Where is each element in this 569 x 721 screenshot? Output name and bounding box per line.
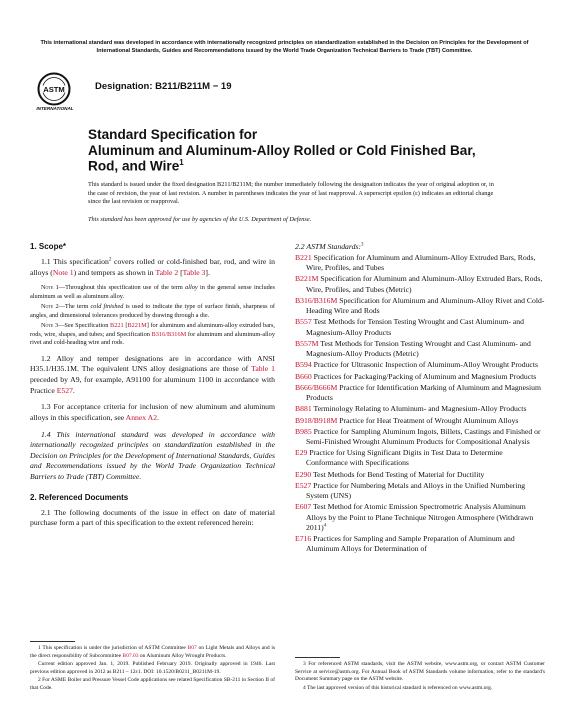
reference-code-link[interactable]: E716 — [295, 534, 312, 544]
referenced-documents-heading: 2. Referenced Documents — [30, 492, 129, 502]
text: . — [157, 412, 159, 422]
e527-link[interactable]: E527 — [56, 385, 73, 395]
footnotes-right — [295, 661, 545, 693]
b07-03-link[interactable]: B07.03 — [122, 652, 139, 659]
reference-code-link[interactable]: B221 — [295, 253, 312, 262]
reference-item — [295, 416, 545, 426]
reference-code-link[interactable]: E29 — [295, 448, 308, 458]
reference-code-link[interactable]: B985 — [295, 426, 312, 436]
designation: Designation: B211/B211M − 19 — [95, 81, 232, 92]
text: 1.2 Alloy and temper designations are in accordance with ANSI H35.1/H35.1M. The equivalent UNS alloy designations are those of — [30, 353, 275, 374]
reference-title: Practice for Heat Treatment of Wrought Aluminum Alloys — [337, 415, 519, 425]
astm-logo — [36, 72, 72, 110]
paragraph-1-3 — [30, 402, 275, 423]
reference-title: Test Method for Atomic Emission Spectrometric Analysis Aluminum Alloys by the Point to Plane Technique Nitrogen Atmosphere (Withdrawn 2011) — [306, 502, 534, 532]
scope-heading: 1. Scope* — [30, 242, 67, 251]
reference-title: Practice for Ultrasonic Inspection of Aluminum-Alloy Wrought Products — [311, 360, 538, 370]
b07-link[interactable]: B07 — [187, 645, 197, 651]
tbt-notice: This international standard was developed in accordance with internationally recognized principles on standardization established in the Decision on Principles for the Development of International Standards, Guides and Recommendations issued by the World Trade Organization Technical Barriers to Trade (TBT) Committee. — [40, 40, 529, 54]
paragraph-2-1: 2.1 The following documents of the issue in effect on date of material purchase form a part of this specification to the extent referenced herein: — [30, 507, 275, 528]
reference-code-link[interactable]: B666/B666M — [295, 382, 338, 392]
text: —Throughout this specification use of the term — [58, 284, 186, 292]
reference-item — [295, 372, 545, 382]
text: for aluminum and aluminum-alloy rivet and cold-heading wire and rods. — [30, 330, 275, 347]
text: 1.1 This specification — [41, 257, 109, 266]
text: covers rolled or cold-finished bar, rod, and wire in alloys ( — [30, 257, 275, 277]
note-label: Note 3 — [41, 322, 59, 330]
reference-code-link[interactable]: B881 — [295, 404, 312, 414]
text: [ — [178, 267, 183, 277]
paragraph-1-1 — [30, 257, 275, 278]
reference-item — [295, 317, 545, 337]
text: . — [72, 385, 75, 395]
text: ]. — [205, 267, 210, 277]
footnote-4: 4 The last approved version of this historical standard is referenced on www.astm.org. — [303, 684, 493, 691]
paragraph-1-4: 1.4 This international standard was developed in accordance with internationally recognized principles on standardization established in the Decision on Principles for the Development of International Standards, Guides and Recommendations issued by the World Trade Organization Technical Barriers to Trade (TBT) Committee. — [30, 429, 275, 481]
reference-item — [295, 360, 545, 370]
reference-item — [295, 470, 545, 480]
text: 1 This specification is under the jurisdiction of ASTM Committee — [38, 645, 188, 651]
reference-item — [295, 383, 545, 403]
right-column — [295, 242, 545, 556]
reference-item — [295, 339, 545, 359]
table-1-link[interactable]: Table 1 — [251, 364, 276, 374]
table-3-link[interactable]: Table 3 — [182, 267, 206, 277]
text: preceded by A9, for example, A91100 for aluminum 1100 in accordance with Practice — [30, 375, 275, 395]
reference-title: Specification for Aluminum and Aluminum-Alloy Extruded Bars, Rods, Wire, Profiles, and Tubes — [306, 253, 536, 273]
text: 2.2 ASTM Standards: — [295, 242, 361, 251]
text: is used to indicate the type of surface finish, sharpness of angles, and dimensional tolerances produced by drawing through a die. — [30, 303, 276, 319]
reference-title: Practice for Numbering Metals and Alloys in the Unified Numbering System (UNS) — [306, 480, 526, 501]
footnote-3: 3 For referenced ASTM standards, visit the ASTM website, www.astm.org, or contact ASTM Customer Service at service@astm.org. For Annual Book of ASTM Standards volume information, refer to the standard's Document Summary page on the ASTM website. — [295, 661, 545, 683]
reference-code-link[interactable]: B221M — [295, 274, 319, 284]
text: on Aluminum Alloy Wrought Products. — [138, 652, 227, 659]
reference-item — [295, 404, 545, 414]
reference-item — [295, 274, 545, 294]
reference-item — [295, 296, 545, 316]
text: cold finished — [90, 303, 124, 311]
note-3 — [30, 322, 275, 348]
text: ] for aluminum and aluminum-alloy extruded bars, rods, wire, shapes, and tubes; and Specification — [30, 322, 275, 338]
reference-title: Specification for Aluminum and Aluminum-Alloy Rivet and Cold-Heading Wire and Rods — [306, 295, 545, 316]
text: ) and tempers as shown in — [73, 267, 156, 277]
reference-title: Terminology Relating to Aluminum- and Magnesium-Alloy Products — [311, 404, 527, 414]
reference-item — [295, 534, 545, 554]
reference-title: Test Methods for Tension Testing Wrought and Cast Aluminum- and Magnesium-Alloy Products — [306, 317, 524, 337]
reference-item — [295, 253, 545, 273]
b221m-link[interactable]: B221M — [127, 322, 147, 330]
astm-logo-icon — [36, 72, 72, 110]
note-label: Note 1 — [41, 284, 59, 292]
footnote-ref[interactable]: 2 — [108, 257, 112, 263]
reference-code-link[interactable]: B660 — [295, 371, 312, 381]
b221-link[interactable]: B221 — [110, 322, 124, 330]
text: on Light Metals and Alloys and is the direct responsibility of Subcommittee — [30, 645, 275, 659]
annex-a2-link[interactable]: Annex A2 — [125, 412, 158, 422]
note-2 — [30, 303, 275, 320]
document-title — [88, 127, 508, 174]
text: [ — [123, 322, 128, 330]
reference-item — [295, 448, 545, 468]
footnote-rule — [295, 657, 340, 658]
footnote-ref[interactable]: 4 — [323, 523, 327, 529]
title-footnote-mark: 1 — [179, 158, 184, 168]
reference-code-link[interactable]: B316/B316M — [295, 295, 338, 305]
title-line-1: Standard Specification for — [88, 127, 258, 142]
reference-list — [295, 253, 545, 555]
footnotes-left — [30, 645, 275, 693]
footnote-2: 2 For ASME Boiler and Pressure Vessel Code applications see related Specification SB-211 in Section II of that Code. — [30, 677, 275, 691]
reference-title: Practice for Sampling Aluminum Ingots, Billets, Castings and Finished or Semi-Finished Wrought Aluminum Products for Compositional Analysis — [306, 426, 541, 446]
reference-title: Practices for Sampling and Sample Preparation of Aluminum and Aluminum Alloys for Determination of — [306, 534, 515, 554]
reference-code-link[interactable]: B918/B918M — [295, 415, 338, 425]
reference-title: Specification for Aluminum and Aluminum-Alloy Extruded Bars, Rods, Wire, Profiles, and Tubes (Metric) — [306, 274, 543, 294]
logo-caption: INTERNATIONAL — [36, 106, 74, 111]
text: —The term — [58, 303, 91, 311]
text: 1.3 For acceptance criteria for inclusion of new aluminum and aluminum alloys in this specification, see — [30, 402, 275, 422]
reference-title: Test Methods for Bend Testing of Material for Ductility — [311, 469, 485, 479]
reference-title: Practice for Identification Marking of Aluminum and Magnesium Products — [306, 382, 541, 403]
reference-title: Practices for Packaging/Packing of Aluminum and Magnesium Products — [311, 371, 537, 381]
reference-code-link[interactable]: E290 — [295, 469, 312, 479]
note-label: Note 2 — [41, 303, 59, 311]
note-1-link[interactable]: Note 1 — [52, 267, 74, 277]
table-2-link[interactable]: Table 2 — [155, 267, 179, 277]
astm-standards-heading — [295, 242, 545, 251]
paragraph-1-2 — [30, 354, 275, 397]
logo-letters: ASTM — [43, 84, 65, 94]
b316-link[interactable]: B316/B316M — [151, 330, 187, 338]
left-column — [30, 242, 275, 535]
reference-item — [295, 502, 545, 533]
reference-code-link[interactable]: B557 — [295, 317, 312, 327]
footnote-1 — [30, 645, 275, 660]
issued-note: This standard is issued under the fixed designation B211/B211M; the number immediately following the designation indicates the year of original adoption or, in the case of revision, the year of last revision. A number in parentheses indicates the year of last reapproval. A superscript epsilon (ε) indicates an editorial change since the last revision or reapproval. — [88, 181, 494, 205]
dod-approval-note: This standard has been approved for use by agencies of the U.S. Department of Defense. — [88, 216, 312, 223]
reference-title: Practice for Using Significant Digits in Test Data to Determine Conformance with Specifications — [306, 448, 503, 468]
reference-title: Test Methods for Tension Testing Wrought and Cast Aluminum- and Magnesium-Alloy Products (Metric) — [306, 338, 531, 359]
reference-code-link[interactable]: B594 — [295, 360, 312, 370]
title-main: Aluminum and Aluminum-Alloy Rolled or Cold Finished Bar, Rod, and Wire — [88, 142, 476, 174]
text: alloy — [185, 284, 198, 292]
reference-code-link[interactable]: E607 — [295, 502, 312, 512]
reference-code-link[interactable]: B557M — [295, 338, 319, 348]
reference-item — [295, 481, 545, 501]
text: —See Specification — [58, 322, 111, 330]
text: in the general sense includes aluminum as well as aluminum alloy. — [30, 284, 275, 300]
reference-item — [295, 427, 545, 447]
footnote-ref[interactable]: 3 — [361, 242, 364, 248]
footnote-rule — [30, 641, 75, 642]
footnote-1-edition: Current edition approved Jan. 1, 2019. Published February 2019. Originally approved in 1946. Last previous edition approved in 2012 as B211 – 12ε1. DOI: 10.1520/B0211_B0211M-19. — [30, 661, 275, 675]
note-1 — [30, 284, 275, 301]
reference-code-link[interactable]: E527 — [295, 480, 312, 490]
title-line-2 — [88, 143, 508, 175]
